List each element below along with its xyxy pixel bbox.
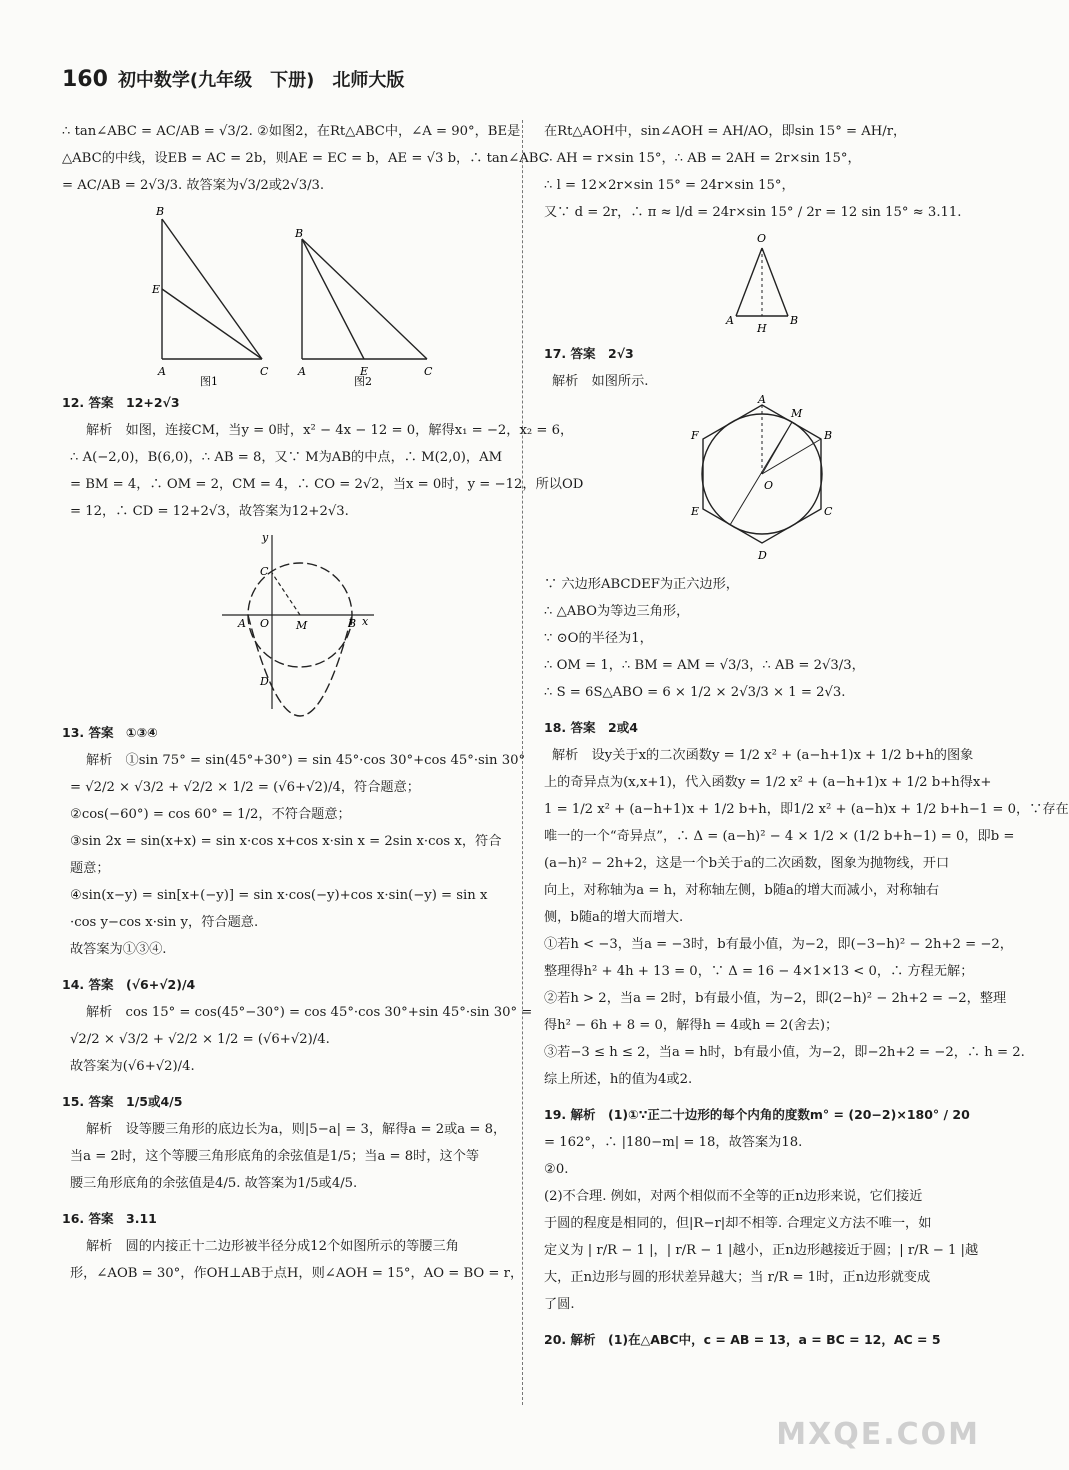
page-header (62, 66, 404, 96)
svg-text:O: O (764, 479, 774, 492)
text-line: ∴ △ABO为等边三角形， (544, 604, 690, 619)
hexagon-circle-figure (544, 393, 980, 569)
text-line: (a−h)² − 2h+2，这是一个b关于a的二次函数，图象为抛物线，开口 (544, 856, 950, 871)
svg-text:C: C (424, 365, 433, 378)
text-line: ②cos(−60°) = cos 60° = 1/2，不符合题意； (70, 807, 351, 822)
svg-text:H: H (757, 322, 767, 335)
q14-answer: 14. 答案 (√6+√2)/4 (62, 977, 196, 992)
q13-answer: 13. 答案 ①③④ (62, 725, 158, 740)
text-line: 于圆的程度是相同的，但|R−r|却不相等. 合理定义方法不唯一，如 (544, 1216, 932, 1231)
svg-text:B: B (348, 617, 357, 630)
svg-text:A: A (726, 314, 734, 327)
text-line: 1 = 1/2 x² + (a−h+1)x + 1/2 b+h，即1/2 x² + (a−h)x + 1/2 b+h−1 = 0，∵存在 (544, 802, 1069, 817)
svg-text:A: A (238, 617, 246, 630)
text-line: = 162°，∴ |180−m| = 18，故答案为18. (544, 1135, 803, 1150)
text-line: √2/2 × √3/2 + √2/2 × 1/2 = (√6+√2)/4. (70, 1032, 330, 1047)
q16-answer: 16. 答案 3.11 (62, 1211, 157, 1226)
text-line: 侧，b随a的增大而增大. (544, 910, 684, 925)
svg-text:B: B (790, 314, 799, 327)
text-line: 整理得h² + 4h + 13 = 0，∵ Δ = 16 − 4×1×13 < 0，∴ 方程无解； (544, 964, 974, 979)
svg-text:E: E (360, 365, 369, 378)
text-line: 综上所述，h的值为4或2. (544, 1072, 693, 1087)
triangle-figures-svg (62, 199, 502, 389)
svg-text:B: B (156, 205, 165, 218)
text-line: 了圆. (544, 1297, 575, 1312)
svg-text:E: E (691, 505, 700, 518)
q18-answer: 18. 答案 2或4 (544, 720, 638, 735)
text-line: 解析 cos 15° = cos(45°−30°) = cos 45°·cos 30°+sin 45°·sin 30° = (86, 1005, 533, 1020)
text-line: ∴ l = 12×2r×sin 15° = 24r×sin 15°， (544, 178, 795, 193)
text-line: = √2/2 × √3/2 + √2/2 × 1/2 = (√6+√2)/4，符合题意； (70, 780, 420, 795)
svg-text:x: x (362, 615, 369, 628)
svg-text:y: y (262, 531, 269, 544)
right-column (544, 118, 1069, 1354)
text-line: 形，∠AOB = 30°，作OH⊥AB于点H，则∠AOH = 15°，AO = BO = r， (70, 1266, 524, 1281)
svg-text:O: O (757, 232, 767, 245)
text-line: 解析 如图所示. (552, 374, 649, 389)
svg-text:D: D (758, 549, 767, 562)
text-line: ∴ tan∠ABC = AC/AB = √3/2. ②如图2，在Rt△ABC中，∠A = 90°，BE是 (62, 124, 521, 139)
text-line: ·cos y−cos x·sin y，符合题意. (70, 915, 259, 930)
text-line: ③若−3 ≤ h ≤ 2，当a = h时，b有最小值，为−2，即−2h+2 = −2，∴ h = 2. (544, 1045, 1025, 1060)
text-line: = AC/AB = 2√3/3. 故答案为√3/2或2√3/3. (62, 178, 325, 193)
text-line: 解析 设y关于x的二次函数y = 1/2 x² + (a−h+1)x + 1/2 b+h的图象 (552, 748, 974, 763)
text-line: 解析 圆的内接正十二边形被半径分成12个如图所示的等腰三角 (86, 1239, 459, 1254)
svg-text:E: E (152, 283, 161, 296)
text-line: ∴ A(−2,0)，B(6,0)，∴ AB = 8，又∵ M为AB的中点，∴ M(2,0)，AM (70, 450, 503, 465)
text-line: ∴ S = 6S△ABO = 6 × 1/2 × 2√3/3 × 1 = 2√3. (544, 685, 846, 700)
page-number: 160 (62, 67, 108, 92)
svg-text:A: A (758, 393, 766, 406)
isosceles-triangle-figure (544, 228, 980, 338)
q19-analysis: 19. 解析 (1)①∵正二十边形的每个内角的度数m° = (20−2)×180° / 20 (544, 1107, 970, 1122)
text-line: ∴ OM = 1，∴ BM = AM = √3/3，∴ AB = 2√3/3， (544, 658, 865, 673)
q20-analysis: 20. 解析 (1)在△ABC中，c = AB = 13，a = BC = 12，AC = 5 (544, 1332, 941, 1347)
text-line: 解析 如图，连接CM，当y = 0时，x² − 4x − 12 = 0，解得x₁ = −2，x₂ = 6， (86, 423, 574, 438)
text-line: 当a = 2时，这个等腰三角形底角的余弦值是1/5；当a = 8时，这个等 (70, 1149, 480, 1164)
text-line: = BM = 4，∴ OM = 2，CM = 4，∴ CO = 2√2，当x = 0时，y = −12，所以OD (70, 477, 584, 492)
q12-answer: 12. 答案 12+2√3 (62, 395, 180, 410)
text-line: 得h² − 6h + 8 = 0，解得h = 4或h = 2(舍去)； (544, 1018, 839, 1033)
svg-text:A: A (158, 365, 166, 378)
figure1-label: 图1 (200, 375, 218, 388)
figure2-label: 图2 (354, 375, 372, 388)
text-line: ②0. (544, 1162, 569, 1177)
text-line: △ABC的中线，设EB = AC = 2b，则AE = EC = b，AE = √3 b，∴ tan∠ABC (62, 151, 549, 166)
text-line: ∴ AH = r×sin 15°，∴ AB = 2AH = 2r×sin 15°， (544, 151, 861, 166)
text-line: 解析 设等腰三角形的底边长为a，则|5−a| = 3，解得a = 2或a = 8， (86, 1122, 507, 1137)
text-line: ①若h < −3，当a = −3时，b有最小值，为−2，即(−3−h)² − 2h+2 = −2， (544, 937, 1013, 952)
svg-text:C: C (260, 365, 269, 378)
text-line: ④sin(x−y) = sin[x+(−y)] = sin x·cos(−y)+cos x·sin(−y) = sin x (70, 888, 488, 903)
text-line: 故答案为(√6+√2)/4. (70, 1059, 195, 1074)
text-line: ②若h > 2，当a = 2时，b有最小值，为−2，即(2−h)² − 2h+2 = −2，整理 (544, 991, 1007, 1006)
watermark-logo: MXQE.COM (776, 1417, 980, 1452)
svg-text:D: D (260, 675, 269, 688)
triangle-figures (62, 199, 502, 389)
svg-text:A: A (298, 365, 306, 378)
q15-answer: 15. 答案 1/5或4/5 (62, 1094, 183, 1109)
text-line: 故答案为①③④. (70, 942, 167, 957)
book-title: 初中数学(九年级 下册) 北师大版 (117, 70, 405, 91)
text-line: 向上，对称轴为a = h，对称轴左侧，b随a的增大而减小，对称轴右 (544, 883, 939, 898)
svg-text:B: B (824, 429, 833, 442)
text-line: 上的奇异点为(x,x+1)，代入函数y = 1/2 x² + (a−h+1)x + 1/2 b+h得x+ (544, 775, 992, 790)
text-line: = 12，∴ CD = 12+2√3，故答案为12+2√3. (70, 504, 349, 519)
svg-text:M: M (296, 619, 308, 632)
parabola-circle-figure (62, 527, 502, 717)
text-line: (2)不合理. 例如，对两个相似而不全等的正n边形来说，它们接近 (544, 1189, 923, 1204)
svg-text:C: C (824, 505, 833, 518)
left-column (62, 118, 584, 1287)
text-line: 腰三角形底角的余弦值是4/5. 故答案为1/5或4/5. (70, 1176, 358, 1191)
text-line: 又∵ d = 2r，∴ π ≈ l/d = 24r×sin 15° / 2r = 12 sin 15° ≈ 3.11. (544, 205, 962, 220)
svg-text:B: B (295, 227, 304, 240)
svg-text:O: O (260, 617, 270, 630)
text-line: 解析 ①sin 75° = sin(45°+30°) = sin 45°·cos 30°+cos 45°·sin 30° (86, 753, 526, 768)
text-line: ③sin 2x = sin(x+x) = sin x·cos x+cos x·sin x = 2sin x·cos x，符合 (70, 834, 502, 849)
text-line: 在Rt△AOH中，sin∠AOH = AH/AO，即sin 15° = AH/r， (544, 124, 907, 139)
text-line: 题意； (70, 861, 110, 876)
q17-answer: 17. 答案 2√3 (544, 346, 634, 361)
text-line: ∵ ⊙O的半径为1， (544, 631, 653, 646)
svg-text:F: F (691, 429, 699, 442)
text-line: 定义为 | r/R − 1 |，| r/R − 1 |越小，正n边形越接近于圆；| r/R − 1 |越 (544, 1243, 979, 1258)
text-line: 大，正n边形与圆的形状差异越大；当 r/R = 1时，正n边形就变成 (544, 1270, 931, 1285)
text-line: ∵ 六边形ABCDEF为正六边形， (544, 577, 739, 592)
text-line: 唯一的一个“奇异点”，∴ Δ = (a−h)² − 4 × 1/2 × (1/2 b+h−1) = 0，即b = (544, 829, 1015, 844)
svg-text:C: C (260, 565, 269, 578)
svg-text:M: M (791, 407, 803, 420)
